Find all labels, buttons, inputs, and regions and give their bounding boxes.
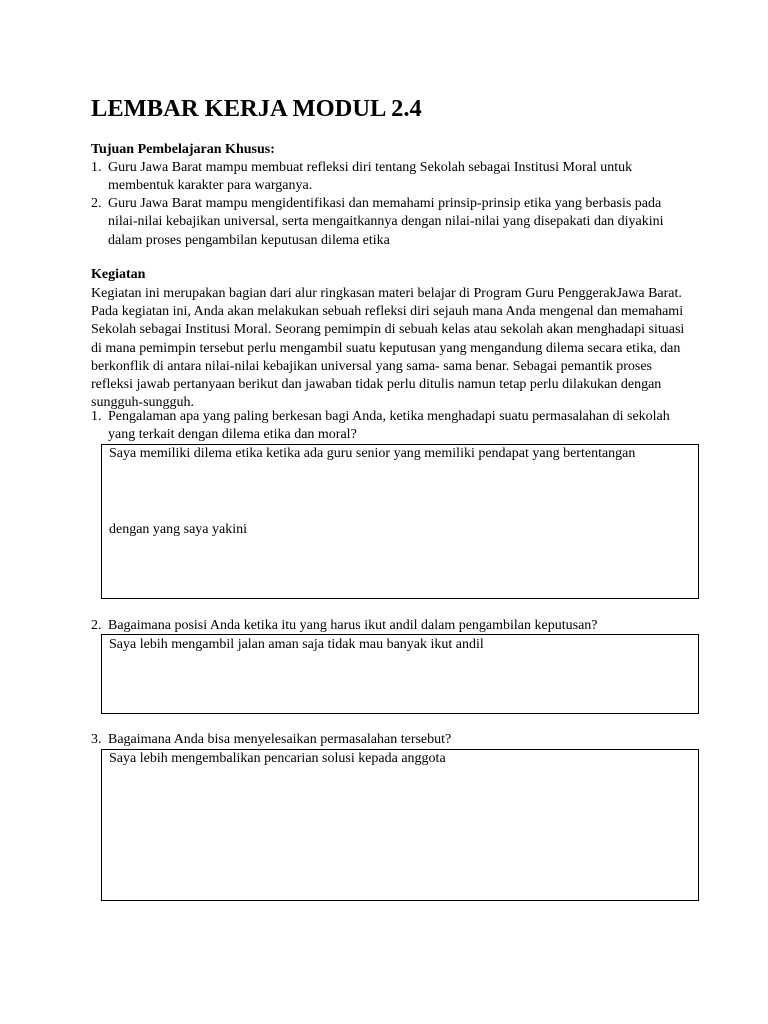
answer-text: Saya memiliki dilema etika ketika ada guru senior yang memiliki pendapat yang bertentangan (109, 446, 636, 461)
objective-text: Guru Jawa Barat mampu mengidentifikasi dan memahami prinsip-prinsip etika yang berbasis pada nilai-nilai kebajikan universal, serta mengaitkannya dengan nilai-nilai yang disepakati dan diyakini dalam proses pengambilan keputusan dilema etika (108, 196, 664, 248)
answer-text: Saya lebih mengambil jalan aman saja tidak mau banyak ikut andil (109, 637, 484, 652)
question-text: Bagaimana Anda bisa menyelesaikan permasalahan tersebut? (108, 732, 452, 747)
answer-box-3[interactable] (101, 749, 699, 901)
activity-heading: Kegiatan (91, 267, 146, 282)
question-number: 1. (91, 409, 102, 424)
answer-text: dengan yang saya yakini (109, 522, 248, 537)
question-number: 3. (91, 732, 102, 747)
objective-item-1 (91, 159, 691, 196)
objective-number: 1. (91, 160, 102, 175)
objective-number: 2. (91, 196, 102, 211)
activity-paragraph: Kegiatan ini merupakan bagian dari alur ringkasan materi belajar di Program Guru PenggerakJawa Barat. Pada kegiatan ini, Anda akan melakukan sebuah refleksi diri sejauh mana Anda mengenal dan memahami Sekolah sebagai Institusi Moral. Seorang pemimpin di sebuah kelas atau sekolah akan menghadapi situasi di mana pemimpin tersebut perlu mengambil suatu keputusan yang mengandung dilema secara etika, dan berkonflik di antara nilai-nilai kebajikan universal yang sama- sama benar. Sebagai pemantik proses refleksi jawab pertanyaan berikut dan jawaban tidak perlu ditulis namun tetap perlu dilakukan dengan sungguh-sungguh. (91, 286, 685, 411)
answer-text: Saya lebih mengembalikan pencarian solusi kepada anggota (109, 751, 446, 766)
question-text: Bagaimana posisi Anda ketika itu yang harus ikut andil dalam pengambilan keputusan? (108, 618, 598, 633)
question-number: 2. (91, 618, 102, 633)
question-item-1 (91, 408, 691, 445)
question-item-3 (91, 731, 691, 749)
answer-box-2[interactable] (101, 634, 699, 714)
question-item-2 (91, 617, 691, 635)
document-title: LEMBAR KERJA MODUL 2.4 (91, 95, 422, 122)
objective-text: Guru Jawa Barat mampu membuat refleksi diri tentang Sekolah sebagai Institusi Moral untuk membentuk karakter para warganya. (108, 160, 633, 194)
question-text: Pengalaman apa yang paling berkesan bagi Anda, ketika menghadapi suatu permasalahan di sekolah yang terkait dengan dilema etika dan moral? (108, 409, 670, 443)
answer-box-1[interactable] (101, 444, 699, 599)
objective-item-2 (91, 195, 691, 250)
objectives-heading: Tujuan Pembelajaran Khusus: (91, 142, 275, 157)
